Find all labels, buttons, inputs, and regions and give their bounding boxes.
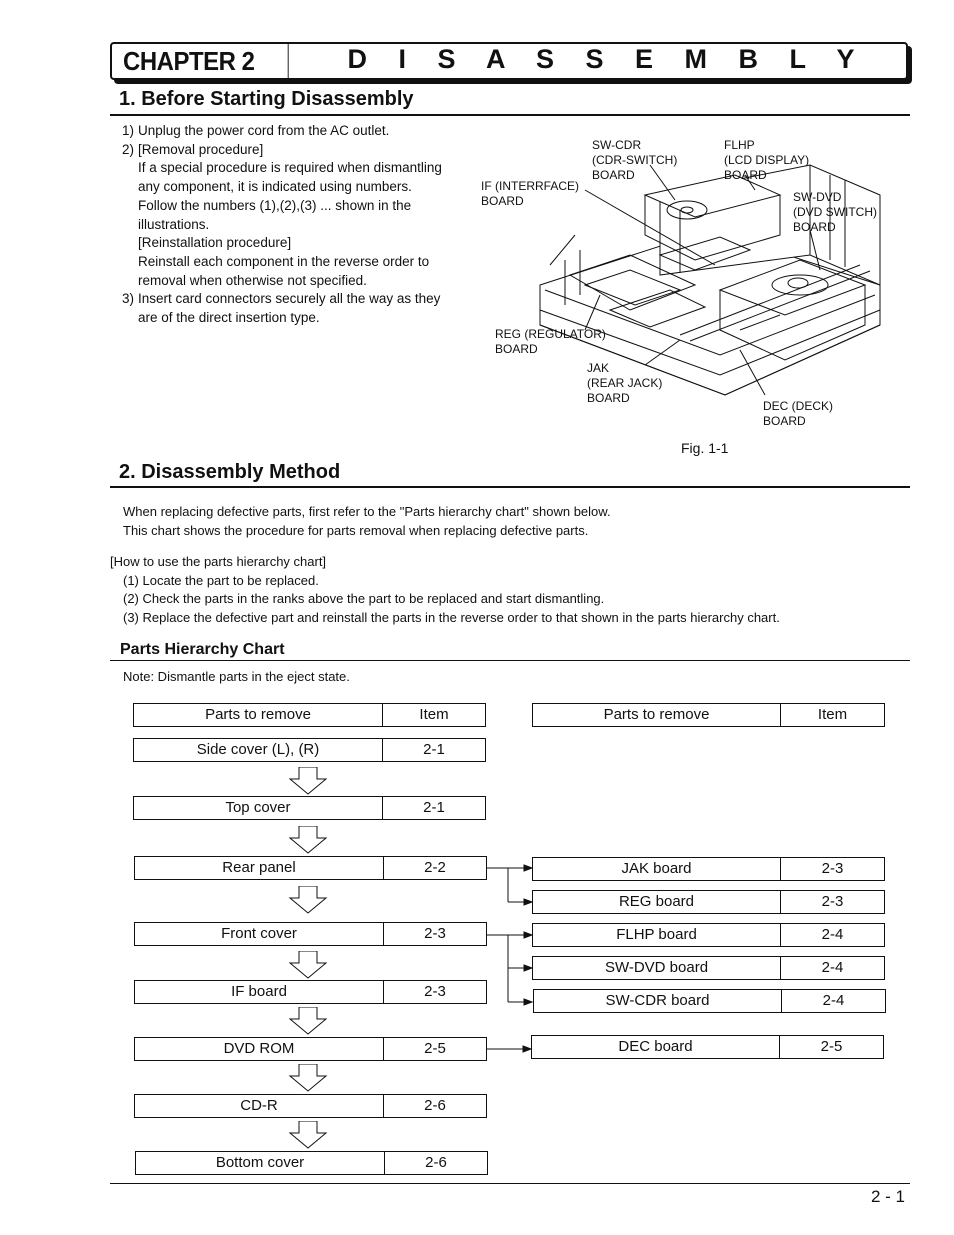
step-3: 3) Insert card connectors securely all the way as they are of the direct insertion type. <box>122 291 441 326</box>
part-row-sw-cdr-board: SW-CDR board 2-4 <box>533 989 886 1013</box>
left-table-header: Parts to remove Item <box>133 703 486 727</box>
chapter-number: CHAPTER 2 <box>112 44 289 78</box>
chart-heading: Parts Hierarchy Chart <box>120 641 285 658</box>
label-reg-board: REG (REGULATOR) BOARD <box>495 327 606 356</box>
down-arrow-icon <box>288 767 328 795</box>
part-row-bottom-cover: Bottom cover 2-6 <box>135 1151 488 1175</box>
down-arrow-icon <box>288 1007 328 1035</box>
part-row-side-cover: Side cover (L), (R) 2-1 <box>133 738 486 762</box>
part-row-dec-board: DEC board 2-5 <box>531 1035 884 1059</box>
part-row-cd-r: CD-R 2-6 <box>134 1094 487 1118</box>
footer-rule <box>110 1183 910 1184</box>
page-number: 2 - 1 <box>871 1187 906 1206</box>
chapter-banner <box>110 42 908 80</box>
label-dec-board: DEC (DECK) BOARD <box>763 399 834 428</box>
part-row-flhp-board: FLHP board 2-4 <box>532 923 885 947</box>
label-if-board: IF (INTERRFACE) BOARD <box>481 179 579 208</box>
part-row-jak-board: JAK board 2-3 <box>532 857 885 881</box>
figure-caption: Fig. 1-1 <box>681 440 729 456</box>
down-arrow-icon <box>288 951 328 979</box>
part-row-if-board: IF board 2-3 <box>134 980 487 1004</box>
label-flhp: FLHP (LCD DISPLAY) BOARD <box>724 138 810 182</box>
section1-steps <box>110 122 480 328</box>
part-row-front-cover: Front cover 2-3 <box>134 922 487 946</box>
down-arrow-icon <box>288 1121 328 1149</box>
step-2: 2) [Removal procedure] If a special procedure is required when dismantling any component, it is indicated using numbers. Follow the numbers (1),(2),(3) ... shown in the illustrations. [Reinstallation procedure] Reinstall each component in the reverse order to removal when otherwise not specified. <box>122 141 442 288</box>
part-row-reg-board: REG board 2-3 <box>532 890 885 914</box>
chart-note: Note: Dismantle parts in the eject state. <box>123 669 350 684</box>
down-arrow-icon <box>288 826 328 854</box>
chart-heading-rule <box>110 660 910 661</box>
part-row-dvd-rom: DVD ROM 2-5 <box>134 1037 487 1061</box>
section1-heading: 1. Before Starting Disassembly <box>119 88 414 110</box>
right-table-header: Parts to remove Item <box>532 703 885 727</box>
hierarchy-connectors <box>486 855 536 1065</box>
label-sw-cdr: SW-CDR (CDR-SWITCH) BOARD <box>592 138 678 182</box>
how-to-title: [How to use the parts hierarchy chart] <box>110 554 327 569</box>
section2-heading: 2. Disassembly Method <box>119 461 341 483</box>
section2-intro: When replacing defective parts, first refer to the "Parts hierarchy chart" shown below. This chart shows the procedure for parts removal when replacing defective parts. <box>123 504 611 538</box>
chapter-title: D I S A S S E M B L Y <box>347 44 867 74</box>
section2-rule <box>110 486 910 488</box>
part-row-rear-panel: Rear panel 2-2 <box>134 856 487 880</box>
how-to-use: [How to use the parts hierarchy chart] (1) Locate the part to be replaced. (2) Check the parts in the ranks above the part to be replaced and start dismantling. (3) Replace the defective part and reinstall the parts in the reverse order to that shown in the parts hierarchy chart. <box>110 554 780 626</box>
part-row-top-cover: Top cover 2-1 <box>133 796 486 820</box>
part-row-sw-dvd-board: SW-DVD board 2-4 <box>532 956 885 980</box>
step-1: 1) Unplug the power cord from the AC outlet. <box>122 123 390 138</box>
label-sw-dvd: SW-DVD (DVD SWITCH) BOARD <box>793 190 877 234</box>
down-arrow-icon <box>288 1064 328 1092</box>
down-arrow-icon <box>288 886 328 914</box>
label-jak-board: JAK (REAR JACK) BOARD <box>587 361 663 405</box>
section1-rule <box>110 114 910 116</box>
